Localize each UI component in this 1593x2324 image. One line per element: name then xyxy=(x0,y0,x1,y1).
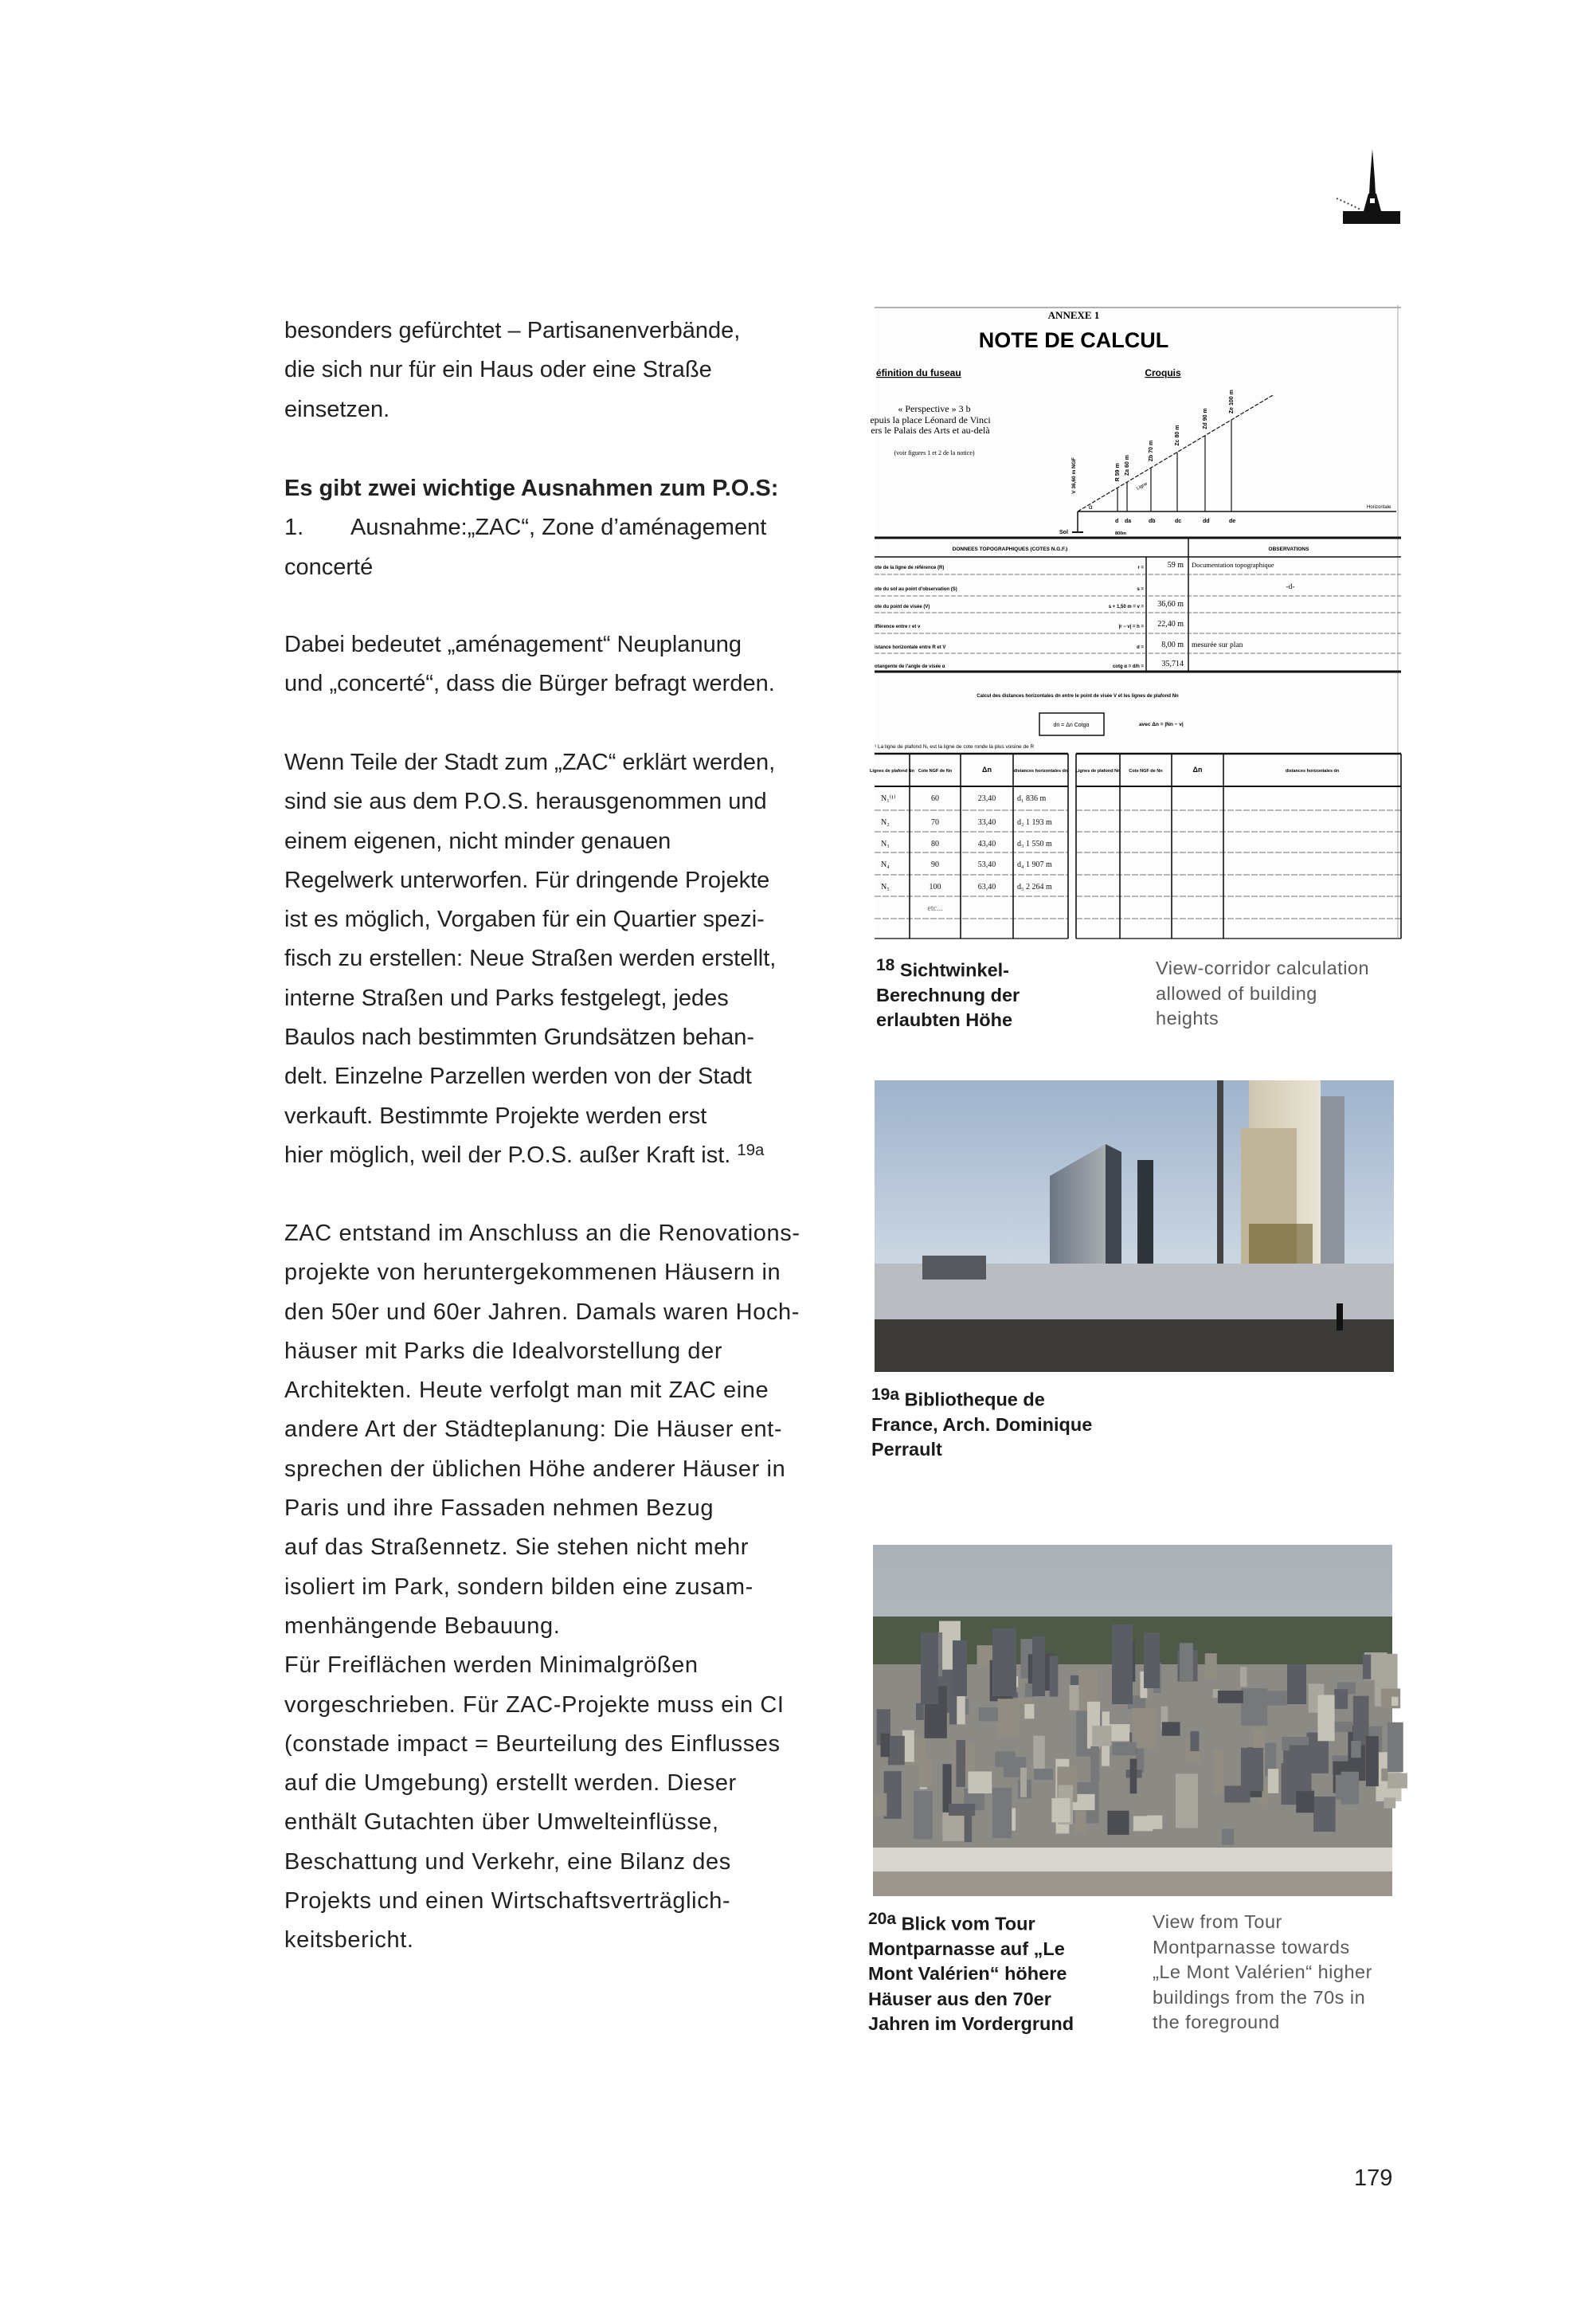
height-label: Za 60 m xyxy=(1125,455,1130,476)
building xyxy=(1388,1722,1403,1772)
building xyxy=(1176,1773,1198,1828)
building xyxy=(916,1703,924,1720)
building xyxy=(1222,1828,1234,1844)
table2-cell: N₂ xyxy=(881,818,890,827)
caption-line: Jahren im Vordergrund xyxy=(868,2013,1074,2035)
page-number: 179 xyxy=(1354,2165,1393,2191)
text-line: besonders gefürchtet – Partisanenverbände, xyxy=(284,318,741,343)
building xyxy=(1241,1688,1267,1726)
row-value: 22,40 m xyxy=(1157,620,1184,629)
caption-line: France, Arch. Dominique xyxy=(871,1413,1093,1435)
row-label: otangente de l'angle de visée α xyxy=(875,664,945,669)
table2-cell: 33,40 xyxy=(977,818,996,827)
caption-line: Montparnasse towards xyxy=(1153,1936,1350,1958)
tower xyxy=(1112,1624,1133,1704)
see-note: (voir figures 1 et 2 de la notice) xyxy=(894,449,975,457)
row-value: 8,00 m xyxy=(1161,641,1184,649)
left-heading: éfinition du fuseau xyxy=(876,367,961,378)
table2-cell: 63,40 xyxy=(977,883,996,892)
annex-label: ANNEXE 1 xyxy=(1047,309,1100,321)
list-text: Ausnahme:„ZAC“, Zone d’aménagement xyxy=(350,515,767,541)
text-line: und „concerté“, dass die Bürger befragt werden. xyxy=(284,671,775,697)
alpha-label: α xyxy=(1089,504,1093,511)
figure-number: 18 xyxy=(876,956,895,974)
row-observation: mesurée sur plan xyxy=(1192,641,1243,649)
text-line: einem eigenen, nicht minder genauen xyxy=(284,828,671,854)
text-line-text: hier möglich, weil der P.O.S. außer Kraft ist. xyxy=(284,1142,731,1168)
photo-paris-aerial-view xyxy=(873,1545,1392,1896)
photo-bibliotheque-de-france xyxy=(875,1080,1394,1372)
text-line: enthält Gutachten über Umwelteinflüsse, xyxy=(284,1809,719,1836)
building xyxy=(1240,1667,1247,1687)
section-heading: Es gibt zwei wichtige Ausnahmen zum P.O.S: xyxy=(284,476,779,501)
distance-label: dc xyxy=(1175,519,1182,524)
caption-line: Perrault xyxy=(871,1439,942,1460)
text-line: vorgeschrieben. Für ZAC-Projekte muss ein CI xyxy=(284,1691,785,1718)
row-symbol: s = xyxy=(1137,587,1144,592)
distance-label: dd xyxy=(1203,519,1210,524)
text-line: Projekts und einen Wirtschaftsverträglich- xyxy=(284,1888,731,1914)
document-title: NOTE DE CALCUL xyxy=(978,328,1169,352)
building xyxy=(1024,1704,1034,1719)
building xyxy=(1162,1722,1180,1735)
horizontal-label: Horizontale xyxy=(1367,505,1391,510)
caption-line: „Le Mont Valérien“ higher xyxy=(1153,1961,1372,1982)
perspective-line: ers le Palais des Arts et au-delà xyxy=(871,425,990,436)
text-line: sprechen der üblichen Höhe anderer Häuser in xyxy=(284,1456,786,1482)
table2-header: Δn xyxy=(982,766,992,774)
height-label: R 59 m xyxy=(1115,463,1121,482)
row-label: ote du point de visée (V) xyxy=(875,605,930,609)
perspective-line: epuis la place Léonard de Vinci xyxy=(870,414,991,425)
table2-header: Lignes de plafond Nn xyxy=(1075,769,1121,774)
table2-header: Δn xyxy=(1192,766,1203,774)
tower xyxy=(953,1640,967,1696)
text-line: häuser mit Parks die Idealvorstellung der xyxy=(284,1338,723,1364)
row-symbol: |r − v| = h = xyxy=(1118,625,1144,629)
table1-header: DONNEES TOPOGRAPHIQUES (COTES N.G.F.) xyxy=(952,547,1068,552)
caption-line: heights xyxy=(1156,1008,1219,1029)
row-observation: -d- xyxy=(1286,583,1295,591)
table2-cell: etc... xyxy=(927,904,943,913)
distance-note: 800m xyxy=(1115,531,1127,536)
caption-line: View from Tour xyxy=(1153,1911,1282,1932)
table2-cell: N₄ xyxy=(881,860,890,869)
building xyxy=(1334,1689,1348,1709)
building xyxy=(1213,1750,1223,1795)
table2-cell: d₂ 1 193 m xyxy=(1017,818,1052,827)
building xyxy=(1381,1769,1388,1781)
text-line: Für Freiflächen werden Minimalgrößen xyxy=(284,1652,699,1679)
tower xyxy=(992,1628,1016,1696)
caption-20a-de xyxy=(868,1907,1074,2037)
text-line: auf die Umgebung) erstellt werden. Dieser xyxy=(284,1770,737,1797)
row-value: 59 m xyxy=(1167,561,1184,570)
building xyxy=(956,1740,965,1787)
building xyxy=(1074,1810,1086,1833)
row-symbol: cotg α = d/h = xyxy=(1112,664,1144,669)
building xyxy=(1366,1736,1379,1786)
text-line: projekte von heruntergekommenen Häusern in xyxy=(284,1260,781,1286)
sol-label: Sol xyxy=(1059,530,1068,535)
row-label: ifférence entre r et v xyxy=(875,625,921,629)
row-label: istance horizontale entre R et V xyxy=(875,645,946,650)
tower xyxy=(1287,1664,1306,1704)
distance-label: de xyxy=(1229,519,1236,524)
building xyxy=(1130,1759,1137,1794)
text-line: menhängende Bebauung. xyxy=(284,1613,561,1639)
text-line: concerté xyxy=(284,554,374,580)
building xyxy=(1241,1748,1263,1791)
building xyxy=(979,1707,998,1721)
table2-cell: 60 xyxy=(931,794,939,803)
table2-cell: 70 xyxy=(931,818,939,827)
building xyxy=(1290,1746,1312,1792)
caption-line: Mont Valérien“ höhere xyxy=(868,1963,1067,1985)
caption-line: Sichtwinkel- xyxy=(899,959,1010,981)
building xyxy=(1092,1726,1111,1746)
text-line: (constade impact = Beurteilung des Einflusses xyxy=(284,1730,781,1757)
building xyxy=(949,1804,975,1816)
text-line: andere Art der Städteplanung: Die Häuser ent- xyxy=(284,1417,783,1443)
caption-line: Bibliotheque de xyxy=(904,1389,1045,1410)
table2-header: Lignes de plafond Nn xyxy=(870,769,914,774)
tower xyxy=(1144,1632,1160,1688)
row-value: 35,714 xyxy=(1161,660,1184,668)
note-de-calcul-document xyxy=(870,305,1401,939)
caption-line: erlaubten Höhe xyxy=(876,1009,1013,1031)
table2-cell: 100 xyxy=(929,883,941,892)
caption-18-de xyxy=(876,953,1020,1033)
paragraph-2 xyxy=(284,625,775,704)
row-symbol: r = xyxy=(1137,566,1144,570)
text-line: delt. Einzelne Parzellen werden von der Stadt xyxy=(284,1064,752,1090)
text-line: die sich nur für ein Haus oder eine Straße xyxy=(284,357,712,383)
building xyxy=(1296,1791,1314,1813)
text-line: Paris und ihre Fassaden nehmen Bezug xyxy=(284,1495,714,1522)
text-line: auf das Straßennetz. Sie stehen nicht mehr xyxy=(284,1534,749,1561)
building xyxy=(1341,1772,1359,1805)
building xyxy=(1051,1798,1070,1822)
table2-cell: d₄ 1 907 m xyxy=(1017,860,1052,869)
building xyxy=(1268,1769,1278,1793)
observations-header: OBSERVATIONS xyxy=(1268,547,1309,552)
row-label: ote du sol au point d'observation (S) xyxy=(875,587,957,592)
tower xyxy=(1032,1636,1045,1696)
caption-line: View-corridor calculation xyxy=(1156,958,1370,978)
building xyxy=(1020,1768,1027,1797)
formula: dn = Δn Cotgα xyxy=(1053,723,1090,728)
table2-cell: 23,40 xyxy=(977,794,996,803)
text-line: keitsbericht. xyxy=(284,1927,414,1954)
height-label: Ze 100 m xyxy=(1229,390,1235,414)
text-line: Wenn Teile der Stadt zum „ZAC“ erklärt werden, xyxy=(284,750,776,775)
text-line: einsetzen. xyxy=(284,396,390,422)
table2-cell: N₃ xyxy=(881,840,890,848)
height-label: Zb 70 m xyxy=(1149,440,1154,462)
building xyxy=(888,1736,905,1766)
vertical-label: V 36,60 m NGF xyxy=(1071,457,1077,494)
building xyxy=(1107,1811,1129,1835)
building xyxy=(1313,1797,1336,1832)
distance-label: da xyxy=(1125,519,1132,524)
building xyxy=(1050,1656,1059,1696)
row-label: ote de la ligne de référence (R) xyxy=(875,566,945,570)
eiffel-tower-logo xyxy=(1335,147,1407,227)
footnote: ¹ La ligne de plafond N₁ est la ligne de cote ronde la plus voisine de R xyxy=(875,744,1035,750)
table2-cell: 90 xyxy=(931,860,939,869)
text-line: interne Straßen und Parks festgelegt, jedes xyxy=(284,985,729,1011)
table2-cell: N₁⁽¹⁾ xyxy=(881,794,896,803)
table2-cell: 80 xyxy=(931,840,939,848)
height-label: Zd 90 m xyxy=(1203,408,1208,429)
building xyxy=(874,1793,887,1816)
paragraph-4 xyxy=(284,1214,800,1961)
building xyxy=(1090,1746,1099,1782)
table2-header: distances horizontales dn xyxy=(1285,769,1340,774)
text-line: verkauft. Bestimmte Projekte werden erst xyxy=(284,1103,707,1129)
text-line: sind sie aus dem P.O.S. herausgenommen und xyxy=(284,789,767,815)
building xyxy=(914,1791,933,1839)
text-line: Dabei bedeutet „aménagement“ Neuplanung xyxy=(284,632,742,657)
building xyxy=(992,1788,1012,1838)
list-item xyxy=(284,508,778,547)
distance-label: db xyxy=(1149,519,1156,524)
building xyxy=(1190,1731,1199,1751)
row-value: 36,60 m xyxy=(1157,600,1184,609)
building xyxy=(1070,1685,1079,1711)
building xyxy=(1267,1691,1287,1705)
formula-note: avec Δn = |Nn − v| xyxy=(1139,722,1184,727)
building xyxy=(1388,1773,1407,1788)
caption-line: allowed of building xyxy=(1156,982,1317,1004)
building xyxy=(1317,1695,1334,1741)
building xyxy=(1391,1697,1398,1706)
building xyxy=(1363,1655,1371,1679)
caption-line: Berechnung der xyxy=(876,984,1020,1005)
building xyxy=(1034,1769,1053,1780)
building xyxy=(1218,1691,1243,1703)
caption-line: Häuser aus den 70er xyxy=(868,1988,1051,2009)
row-symbol: s + 1,50 m = v = xyxy=(1108,605,1144,609)
text-line: Regelwerk unterworfen. Für dringende Projekte xyxy=(284,867,770,893)
building xyxy=(1112,1742,1137,1755)
table2-cell: d₃ 1 550 m xyxy=(1017,840,1052,848)
building xyxy=(881,1734,890,1758)
text-line: Architekten. Heute verfolgt man mit ZAC eine xyxy=(284,1378,769,1404)
distance-label: d xyxy=(1115,519,1119,524)
caption-line: Blick vom Tour xyxy=(901,1913,1035,1934)
building xyxy=(1384,1797,1395,1808)
figure-number: 20a xyxy=(868,1910,897,1928)
building xyxy=(968,1771,992,1793)
tower xyxy=(921,1632,938,1704)
height-label: Zc 80 m xyxy=(1175,425,1180,446)
text-line: isoliert im Park, sondern bilden eine zusam- xyxy=(284,1574,753,1600)
list-number: 1. xyxy=(284,515,304,541)
building xyxy=(1133,1816,1153,1832)
text-line: ZAC entstand im Anschluss an die Renovations- xyxy=(284,1221,800,1246)
table2-header: Cote NGF de Nn xyxy=(1129,769,1163,774)
text-line: Beschattung und Verkehr, eine Bilanz des xyxy=(284,1848,731,1875)
right-heading: Croquis xyxy=(1145,367,1181,378)
building xyxy=(1180,1643,1193,1681)
figure-reference[interactable]: 19a xyxy=(737,1141,765,1159)
building xyxy=(1205,1653,1217,1679)
line-label: Ligne xyxy=(1136,481,1149,492)
text-line: Baulos nach bestimmten Grundsätzen behan- xyxy=(284,1025,755,1051)
paragraph-1 xyxy=(284,312,740,429)
table2-cell: 53,40 xyxy=(977,860,996,869)
text-line xyxy=(284,1136,776,1175)
figure-number: 19a xyxy=(871,1385,900,1404)
caption-line: Montparnasse auf „Le xyxy=(868,1938,1065,1959)
caption-line: buildings from the 70s in xyxy=(1153,1986,1366,2008)
caption-20a-en xyxy=(1153,1910,1372,2036)
caption-18-en xyxy=(1156,956,1369,1032)
perspective-line: « Perspective » 3 b xyxy=(898,403,971,414)
calculation-line: Calcul des distances horizontales dn entre le point de visée V et les lignes de plafond Nn xyxy=(977,694,1179,699)
text-line: ist es möglich, Vorgaben für ein Quartier spezi- xyxy=(284,907,765,933)
table2-cell: d₁ 836 m xyxy=(1017,794,1047,803)
text-line: fisch zu erstellen: Neue Straßen werden erstellt, xyxy=(284,946,777,972)
row-observation: Documentation topographique xyxy=(1192,561,1274,569)
table2-header: Cote NGF de Nn xyxy=(918,769,953,774)
caption-line: the foreground xyxy=(1153,2012,1280,2032)
table2-cell: N₅ xyxy=(881,883,890,892)
text-line: den 50er und 60er Jahren. Damals waren Hoch- xyxy=(284,1299,800,1325)
table2-cell: d₅ 2 264 m xyxy=(1017,883,1052,892)
row-symbol: d = xyxy=(1137,645,1144,650)
caption-19a xyxy=(871,1382,1092,1463)
building xyxy=(919,1758,932,1787)
table2-header: distances horizontales dn xyxy=(1013,769,1068,774)
building xyxy=(1351,1741,1360,1758)
building xyxy=(1033,1736,1044,1769)
table2-cell: 43,40 xyxy=(977,840,996,848)
paragraph-3 xyxy=(284,743,776,1175)
